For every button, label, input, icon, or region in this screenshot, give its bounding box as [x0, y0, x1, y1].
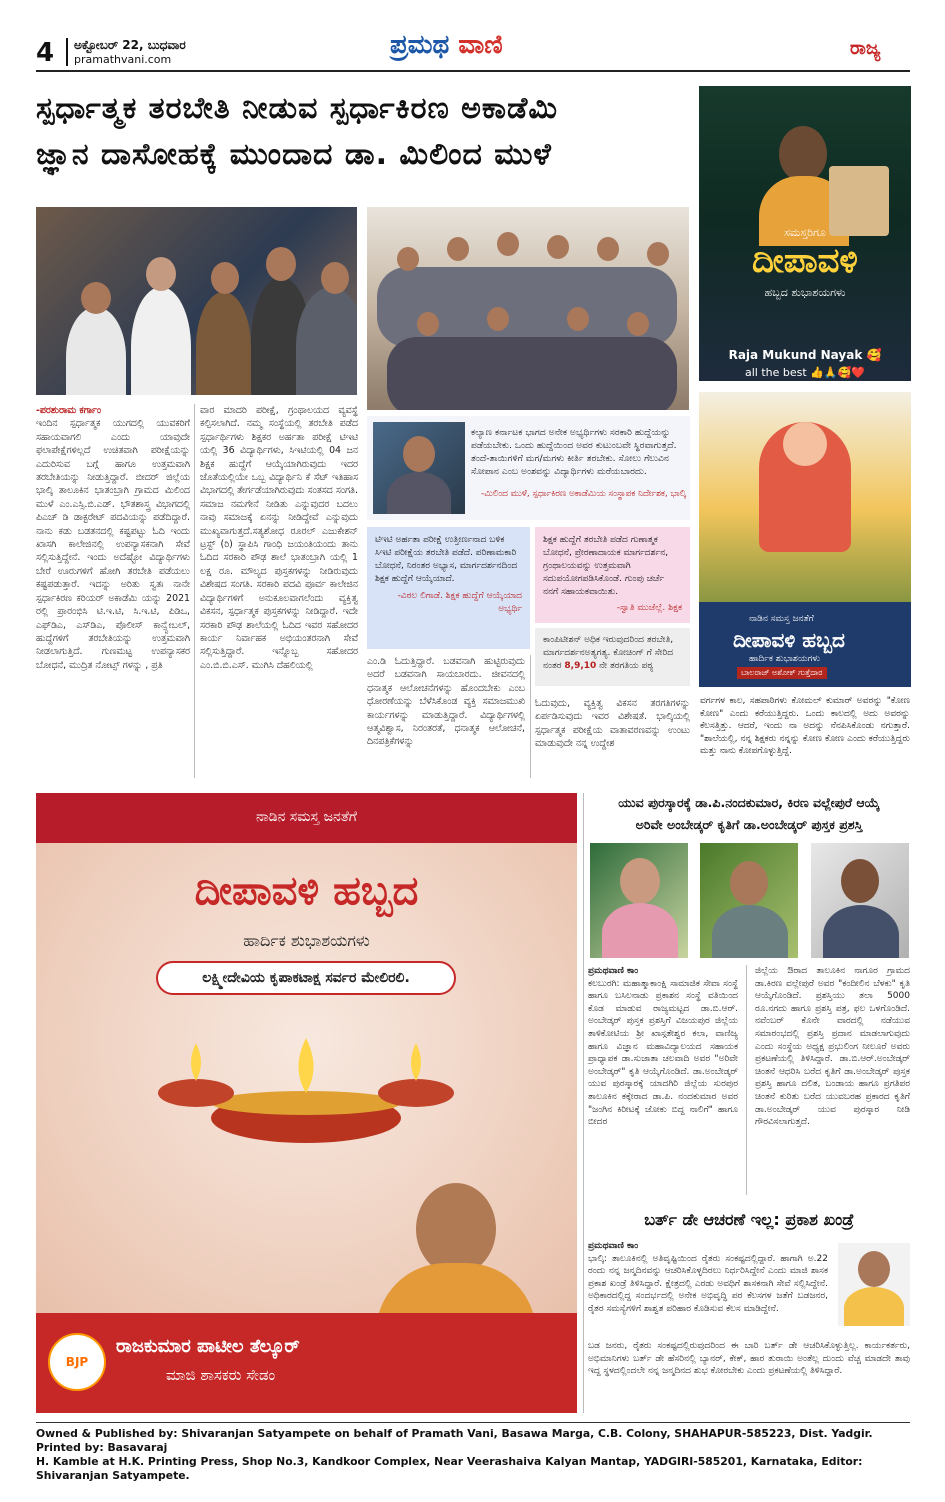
footer-rule	[36, 1422, 910, 1423]
testimonial-3-highlight: 8,9,10	[564, 661, 597, 671]
testimonial-3-text-b: ನೇ ತರಗತಿಯ ಪಠ್ಯ	[596, 661, 654, 671]
big-ad-line1: ನಾಡಿನ ಸಮಸ್ತ ಜನತೆಗೆ	[256, 809, 357, 825]
testimonial-3-text-a: ಕಾಂಪಿಟೀಶನ್ ಅಧಿಕ ಇರುವುದರಿಂದ ತರಬೇತಿ, ಮಾರ್ಗದರ್ಶನಅತ್ಯಗತ್ಯ. ಕೋಚಿಂಗ್ ಗೆ ಸೇರಿದ ನಂತರ	[543, 635, 674, 671]
big-ad-title: ಮಾಜಿ ಶಾಸಕರು ಸೇಡಂ	[166, 1366, 276, 1384]
story3-byline: ಪ್ರಮಥವಾಣಿ ಕಾಂ	[588, 1241, 639, 1251]
quote-text: ಕಲ್ಯಾಣ ಕರ್ನಾಟಕ ಭಾಗದ ಅನೇಕ ಅಭ್ಯರ್ಥಿಗಳು ಸರಕಾರಿ ಹುದ್ದೆಯನ್ನು ಪಡೆಯಬೇಕು. ಒಂದು ಹುದ್ದೆಯಿಂದ ಅವರ ಕುಟುಂಬವೇ ಸ್ಥಿರವಾಗುತ್ತದೆ. ತಂದೆ-ತಾಯಿಗಳಿಗೆ ಮಗ/ಮಗಳು ಕೀರ್ತಿ ತರಬೇಕು. ಸೋಲು ಗೆಲುವಿನ ಸೋಪಾನ ಎಂಬ ಅಂಶವನ್ನು ವಿದ್ಯಾರ್ಥಿಗಳು ಮರೆಯಬಾರದು.	[471, 427, 677, 477]
story3-text-a: ಭಾಲ್ಕಿ: ತಾಲೂಕಿನಲ್ಲಿ ಅತಿವೃಷ್ಟಿಯಿಂದ ರೈತರು ಸಂಕಷ್ಟದಲ್ಲಿದ್ದಾರೆ. ಹಾಗಾಗಿ ಅ.22 ರಂದು ನನ್ನ ಜನ್ಮದಿನವನ್ನು ಆಚರಿಸಿಕೊಳ್ಳದಿರಲು ನಿರ್ಧರಿಸಿದ್ದೇನೆ ಎಂದು ಮಾಜಿ ಶಾಸಕ ಪ್ರಕಾಶ ಖಂಡ್ರೆ ತಿಳಿಸಿದ್ದಾರೆ. ಕ್ಷೇತ್ರದಲ್ಲಿ ಎರಡು ಅವಧಿಗೆ ಶಾಸಕನಾಗಿ ಸೇವೆ ಸಲ್ಲಿಸಿದ್ದೇನೆ. ಅಧಿಕಾರದಲ್ಲಿದ್ದ ಸಂದರ್ಭದಲ್ಲಿ ಅನೇಕ ಅಭಿವೃದ್ಧಿ ಪರ ಕೆಲಸಗಳ ಜತೆಗೆ ಬಡಜನರ, ರೈತರ ಸಮಸ್ಯೆಗಳಿಗೆ ಶಾಶ್ವತ ಪರಿಹಾರ ಕೊಡಿಸುವ ಕೆಲಸ ಮಾಡಿದ್ದೇನೆ.	[588, 1253, 828, 1314]
big-ad-bottom-band	[36, 1313, 577, 1413]
deepavali-ad-lakshmi	[699, 392, 911, 687]
deepavali-big-ad	[36, 793, 577, 1413]
lamp-lighting-photo	[36, 207, 357, 395]
diya-lamps-icon	[156, 1023, 456, 1143]
ad-mid-line1: ನಾಡಿನ ಸಮಸ್ತ ಜನತೆಗೆ	[749, 614, 814, 624]
masthead-part-a: ಪ್ರಮಥ	[390, 30, 450, 60]
page-number: 4	[36, 38, 55, 68]
main-headline	[36, 86, 691, 178]
deepavali-ad-top	[699, 86, 911, 381]
story2-headline-line2: ಅರಿವೇ ಅಂಬೇಡ್ಕರ್ ಕೃತಿಗೆ ಡಾ.ಅಂಬೇಡ್ಕರ್ ಪುಸ್ತಕ ಪ್ರಶಸ್ತಿ	[635, 817, 863, 832]
story-column-1	[36, 404, 190, 778]
issue-date: ಅಕ್ಟೋಬರ್ 22, ಬುಧವಾರ	[74, 38, 186, 52]
testimonial-box-2	[535, 527, 690, 623]
ad-mid-line2: ದೀಪಾವಳಿ ಹಬ್ಬದ	[733, 628, 845, 652]
story-column-2: ವಾರ ಮಾದರಿ ಪರೀಕ್ಷೆ, ಗ್ರಂಥಾಲಯದ ವ್ಯವಸ್ಥೆ ಕಲ್ಪಿಸಲಾಗಿದೆ. ನಮ್ಮ ಸಂಸ್ಥೆಯಲ್ಲಿ ತರಬೇತಿ ಪಡೆದ ಸ್ಪರ್ಧಾರ್ಥಿಗಳು ಶಿಕ್ಷಕರ ಅರ್ಹತಾ ಪರೀಕ್ಷೆ ಟಿಇಟಿ ಯಲ್ಲಿ 36 ವಿದ್ಯಾರ್ಥಿಗಳು, ಸಿಇಟಿಯಲ್ಲಿ 04 ಜನ ಶಿಕ್ಷಕ ಹುದ್ದೆಗೆ ಆಯ್ಕೆಯಾಗಿರುವುದು ಇದರ ಜೊತೆಯಲ್ಲಿಯೇ ಒಬ್ಬ ವಿದ್ಯಾರ್ಥಿನಿ ಕೆ ಸೆಟ್ ಇತಿಹಾಸ ವಿಭಾಗದಲ್ಲಿ ತೇರ್ಗಡೆಯಾಗಿರುವುದು ಸಂತಸದ ಸಂಗತಿ. ಸಮಾಜ ನಮಗೇನೆ ನೀಡಿತು ಎನ್ನುವುದರ ಬದಲು ನಾವು ಸಮಾಜಕ್ಕೆ ಏನನ್ನು ನೀಡಿದ್ದೇವೆ ಎನ್ನುವುದು ಮುಖ್ಯವಾಗುತ್ತದೆ.ಸತ್ಯಶೋಧ ರೂರಲ್ ಎಜುಕೇಶನ್ ಟ್ರಸ್ಟ್ (ರಿ) ಸ್ಥಾಪಿಸಿ ಗಾಂಧಿ ಜಯಂತಿಯಂದು ತಾನು ಓದಿದ ಸರಕಾರಿ ಪೌಢ ಶಾಲೆ ಭಾತಂಬ್ರಾಗಿ ಯಲ್ಲಿ 1 ಲಕ್ಷ ರೂ. ಮೌಲ್ಯದ ಪುಸ್ತಕಗಳನ್ನು ನೀಡಿರುವುದು ವಿಶೇಷದ ಸಂಗತಿ. ಸರಕಾರಿ ಪದವಿ ಪೂರ್ವ ಕಾಲೇಜಿನ ವಿದ್ಯಾರ್ಥಿಗಳಿಗೆ ಅನುಕೂಲವಾಗಲೆಂದು ವ್ಯಕ್ತಿತ್ವ ವಿಕಸನ, ಸ್ಪರ್ಧಾತ್ಮಕ ಪುಸ್ತಕಗಳನ್ನು ನೀಡಿದ್ದಾರೆ. ಇದೇ ಸರಕಾರಿ ಪೌಢ ಶಾಲೆಯಲ್ಲಿ ಓದಿದ ಇವರ ಸಹೋದರ ಕಾರ್ಯ ನಿರ್ವಾಹಕ ಅಭಿಯಂತರನಾಗಿ ಸೇವೆ ಸಲ್ಲಿಸುತ್ತಿದ್ದಾರೆ. ಇನ್ನೊಬ್ಬ ಸಹೋದರ ಎಂ.ಬಿ.ಬಿ.ಎಸ್. ಮುಗಿಸಿ ದೆಹಲಿಯಲ್ಲಿ	[200, 405, 358, 671]
imprint-line2: H. Kamble at H.K. Printing Press, Shop No.3, Kandkoor Complex, Near Veerashaiva Kalyan Mantap, YADGIRI-585201, Karnataka, Editor: Shivaranjan Satyampete.	[36, 1455, 863, 1482]
story3-column-a	[588, 1240, 828, 1335]
story3-column-b: ಬಡ ಜನರು, ರೈತರು ಸಂಕಷ್ಟದಲ್ಲಿರುವುದರಿಂದ ಈ ಬಾರಿ ಬರ್ತ್ ಡೇ ಆಚರಿಸಿಕೊಳ್ಳುತ್ತಿಲ್ಲ. ಕಾರ್ಯಕರ್ತರು, ಅಭಿಮಾನಿಗಳು ಬರ್ತ್ ಡೇ ಹೆಸರಿನಲ್ಲಿ ಬ್ಯಾನರ್, ಕೇಕ್, ಹಾರ ತುರಾಯಿ ಅಂತೆಲ್ಲ ದುಂದು ವೆಚ್ಚ ಮಾಡದೇ ತಾವು ಇದ್ದ ಸ್ಥಳದಲ್ಲಿಂದಲೇ ನನ್ನ ಜನ್ಮದಿನದ ಶುಭ ಕೋರಬೇಕು ಎಂದು ಪ್ರಕಟಣೆಯಲ್ಲಿ ತಿಳಿಸಿದ್ದಾರೆ.	[588, 1341, 910, 1377]
award-photo-2	[700, 843, 798, 958]
testimonial-1-text: ಟಿಇಟಿ ಅರ್ಹತಾ ಪರೀಕ್ಷೆ ಉತ್ತೀರ್ಣನಾದ ಬಳಿಕ ಸಿಇಟಿ ಪರೀಕ್ಷೆಯ ತರಬೇತಿ ಪಡೆದೆ. ಪರಿಣಾಮಕಾರಿ ಬೋಧನೆ, ನಿರಂತರ ಅಭ್ಯಾಸ, ಮಾರ್ಗದರ್ಶನದಿಂದ ಶಿಕ್ಷಕ ಹುದ್ದೆಗೆ ಆಯ್ಕೆಯಾದೆ.	[375, 535, 518, 584]
bjp-logo-text: BJP	[65, 1355, 89, 1369]
award-photo-3	[811, 843, 909, 958]
big-ad-line2: ದೀಪಾವಳಿ ಹಬ್ಬದ	[194, 868, 419, 914]
side-column-text: ವರ್ಗಗಳ ಕಾಲ, ಸಹಪಾಠಿಗಳು ಕೋಮಲ್ ಕುಮಾರ್ ಅವರನ್ನು "ಕೋಣ ಕೋಣ" ಎಂದು ಕರೆಯುತ್ತಿದ್ದರು. ಒಂದು ಕಾಲದಲ್ಲಿ ಅದು ಅವರನ್ನು ಕೆಲಸತ್ತಿತ್ತು. ಆದರೆ, ಇಂದು ನಾ ಅದನ್ನು ನೆನಪಿಸಿಕೊಂಡು ನಗುತ್ತಾರೆ. "ಶಾಲೆಯಲ್ಲಿ, ನನ್ನ ಶಿಕ್ಷಕರು ನನ್ನನ್ನು ಕೋಣ ಕೋಣ ಎಂದು ಕರೆಯುತ್ತಿದ್ದರು ಮತ್ತು ನಾನು ಕೋಪಗೊಳ್ಳುತ್ತಿದ್ದೆ.	[700, 696, 910, 757]
story-byline: -ಪರಶುರಾಮ ಕರ್ಗಾಂ	[36, 405, 102, 416]
imprint-footer	[36, 1427, 910, 1483]
story3-headline: ಬರ್ತ್ ಡೇ ಆಚರಣೆ ಇಲ್ಲ: ಪ್ರಕಾಶ ಖಂಡ್ರೆ	[644, 1210, 854, 1229]
ad-top-subtitle: ಹಬ್ಬದ ಶುಭಾಶಯಗಳು	[764, 286, 846, 299]
masthead-logo	[390, 30, 503, 61]
story-text-col1: ಇಂದಿನ ಸ್ಪರ್ಧಾತ್ಮಕ ಯುಗದಲ್ಲಿ ಯುವಕರಿಗೆ ಸಹಾಯವಾಗಲಿ ಎಂದು ಯಾವುದೇ ಫಲಾಪೇಕ್ಷೆಗಳಿಲ್ಲದೆ ಉಚಿತವಾಗಿ ಪರೀಕ್ಷೆಯನ್ನು ಎದುರಿಸುವ ಬಗ್ಗೆ ಹಾಗೂ ಉತ್ತಮವಾಗಿ ತರಬೇತಿಯನ್ನು ನೀಡುತ್ತಿದ್ದಾರೆ. ಬೀದರ್ ಜಿಲ್ಲೆಯ ಭಾಲ್ಕಿ ತಾಲೂಕಿನ ಭಾತಂಬ್ರಾಗಿ ಗ್ರಾಮದ ಮಿಲಿಂದ ಮುಳೆ ಎಂ.ಎಸ್ಸಿ.ಬಿ.ಎಡ್. ಭೌತಶಾಸ್ತ್ರ ವಿಭಾಗದಲ್ಲಿ ಪಿಎಚ್‌ ಡಿ ಡಾಕ್ಟರೇಟ್ ಪದವಿಯನ್ನು ಪಡೆದಿದ್ದಾರೆ. ನಾನು ಕಡು ಬಡತನದಲ್ಲಿ ಕಷ್ಟಪಟ್ಟು ಓದಿ ಇಂದು ಖಾಸಗಿ ಕಾಲೇಜಿನಲ್ಲಿ ಉಪನ್ಯಾಸಕನಾಗಿ ಸೇವೆ ಸಲ್ಲಿಸುತ್ತಿದ್ದೇನೆ. ಇಂದು ಅದೆಷ್ಟೋ ವಿದ್ಯಾರ್ಥಿಗಳು ಬೇರೆ ಊರುಗಳಿಗೆ ಹೋಗಿ ತರಬೇತಿ ಪಡೆಯಲು ಕಷ್ಟಪಡುತ್ತಾರೆ. ಇದನ್ನು ಅರಿತು ಸ್ವತಃ ನಾನೇ ಸ್ಪರ್ಧಾಕಿರಣ ಕರಿಯರ್ ಅಕಾಡೆಮಿ ಯನ್ನು 2021 ರಲ್ಲಿ ಪ್ರಾರಂಭಿಸಿ ಟಿ.ಇ.ಟಿ, ಸಿ.ಇ.ಟಿ, ಪಿಡಿಒ, ಎಫ್‌ಡಿಎ, ಎಸ್‌ಡಿಎ, ಪೊಲೀಸ್ ಕಾನ್ಸ್ಟೇಬಲ್, ಹುದ್ದೆಗಳಿಗೆ ತರಬೇತಿಯನ್ನು ಉತ್ತಮವಾಗಿ ನೀಡಲಾಗುತ್ತಿದೆ. ಗುಣಮಟ್ಟ ಉಪನ್ಯಾಸಕರ ಬೋಧನೆ, ಮುದ್ರಿತ ನೋಟ್ಸ್ ಗಳನ್ನು , ಪ್ರತಿ	[36, 418, 190, 671]
ad-mid-name: ಬಾಲರಾಜ್ ಅಶೋಕ್ ಗುತ್ತೆದಾರ	[737, 667, 827, 679]
ad-top-greeting: ಸಮಸ್ತರಿಗೂ	[784, 226, 826, 239]
ad-top-name: Raja Mukund Nayak 🥰	[728, 348, 882, 362]
award-photo-1	[590, 843, 688, 958]
big-ad-pill: ಲಕ್ಷ್ಮೀದೇವಿಯ ಕೃಪಾಕಟಾಕ್ಷ ಸರ್ವರ ಮೇಲಿರಲಿ.	[156, 961, 456, 995]
ad-mid-line3: ಹಾರ್ದಿಕ ಶುಭಾಶಯಗಳು	[749, 654, 821, 664]
testimonial-1-signature: -ವಿಠಲ ಲಿಗಾಡೆ. ಶಿಕ್ಷಕ ಹುದ್ದೆಗೆ ಆಯ್ಕೆಯಾದ ಅಭ್ಯರ್ಥಿ	[397, 591, 522, 614]
column-divider	[746, 965, 747, 1195]
quote-box	[367, 416, 690, 520]
testimonial-2-text: ಶಿಕ್ಷಕ ಹುದ್ದೆಗೆ ತರಬೇತಿ ಪಡೆದ ಗುಣಾತ್ಮಕ ಬೋಧನೆ, ಪ್ರೇರಣಾದಾಯಕ ಮಾರ್ಗದರ್ಶನ, ಗ್ರಂಥಾಲಯವನ್ನು ಉತ್ತಮವಾಗಿ ಸದುಪಯೋಗಪಡಿಸಿಕೊಂಡೆ. ಗುಂಪು ಚರ್ಚೆ ನನಗೆ ಸಹಾಯಕವಾಯಿತು.	[543, 535, 669, 597]
story-column-3: ಎಂ.ಡಿ ಓದುತ್ತಿದ್ದಾರೆ. ಬಡವನಾಗಿ ಹುಟ್ಟಿರುವುದು ಅದರೆ ಬಡವನಾಗಿ ಸಾಯಬಾರದು. ಜೀವನದಲ್ಲಿ ಧನಾತ್ಮಕ ಆಲೋಚನೆಗಳನ್ನು ಹೊಂದಬೇಕು ಎಂಬ ಧೋರಣೆಯನ್ನು ಬೆಳೆಸಿಕೊಂಡ ವ್ಯಕ್ತಿ ಸಮಾಜಮುಖಿ ಕಾರ್ಯಗಳನ್ನು ಮಾಡುತ್ತಿದ್ದಾರೆ. ವಿದ್ಯಾರ್ಥಿಗಳಲ್ಲಿ ಆತ್ಮವಿಶ್ವಾಸ, ನಿರಂತರತೆ, ಧನಾತ್ಮಕ ಆಲೋಚನೆ, ದಿನಪತ್ರಿಕೆಗಳನ್ನು	[367, 656, 525, 748]
story2-text-a: ಕಲಬುರಗಿ: ಮಹಾತ್ಮಾಕಾಂಕ್ಷಿ ಸಾಮಾಜಿಕ ಸೇವಾ ಸಂಸ್ಥೆ ಹಾಗೂ ಬಸಿಲನಾಡು ಪ್ರಕಾಶನ ಸಂಸ್ಥೆ ವತಿಯಿಂದ ಕೊಡ ಮಾಡುವ ರಾಜ್ಯಮಟ್ಟದ ಡಾ.ಬಿ.ಆರ್. ಅಂಬೇಡ್ಕರ್ ಪುಸ್ತಕ ಪ್ರಶಸ್ತಿಗೆ ವಿಜಯಪುರ ಜಿಲ್ಲೆಯ ತಾಳಿಕೋಟಿಯ ಶ್ರೀ ಖಾಸ್ಗತೇಶ್ವರ ಕಲಾ, ವಾಣಿಜ್ಯ ಹಾಗೂ ವಿಜ್ಞಾನ ಮಹಾವಿದ್ಯಾಲಯದ ಸಹಾಯಕ ಪ್ರಾಧ್ಯಾಪಕ ಡಾ.ಸುಜಾತಾ ಚಲವಾದಿ ಅವರ "ಅರಿವೇ ಅಂಬೇಡ್ಕರ್" ಕೃತಿ ಆಯ್ಕೆಗೊಂಡಿದೆ. ಡಾ.ಅಂಬೇಡ್ಕರ್ ಯುವ ಪುರಸ್ಕಾರಕ್ಕೆ ಯಾದಗಿರಿ ಜಿಲ್ಲೆಯ ಸುರಪುರ ತಾಲೂಕಿನ ಕಕ್ಕೇರಾದ ಡಾ.ಪಿ. ನಂದಕುಮಾರ ಅವರ "ಜಂಗಿನ ಕಿರೀಟಕ್ಕೆ ಜೋಕು ಬಿದ್ದ ನಾಲಿಗೆ" ಹಾಗೂ ಬೀದರ	[588, 978, 738, 1128]
story2-headline-line1: ಯುವ ಪುರಸ್ಕಾರಕ್ಕೆ ಡಾ.ಪಿ.ನಂದಕುಮಾರ, ಕಿರಣ ವಲ್ಲೇಪುರೆ ಆಯ್ಕೆ	[618, 795, 880, 810]
group-photo	[367, 207, 689, 410]
ad-top-title: ದೀಪಾವಳಿ	[752, 241, 858, 281]
imprint-line1: Owned & Published by: Shivaranjan Satyampete on behalf of Pramath Vani, Basawa Marga, C.B. Colony, SHAHAPUR-585223, Dist. Yadgir. Printed by: Basavaraj	[36, 1427, 873, 1454]
testimonial-box-1	[367, 527, 530, 649]
header-divider	[66, 38, 68, 66]
header-rule	[36, 70, 910, 72]
story2-headline	[588, 792, 910, 836]
testimonial-2-signature: -ಸ್ವಾತಿ ಮುಜೆಲ್ಲೆ. ಶಿಕ್ಷಕ	[616, 603, 682, 613]
big-ad-line3: ಹಾರ್ದಿಕ ಶುಭಾಶಯಗಳು	[243, 931, 370, 950]
story-column-4: ಓದುವುದು, ವ್ಯಕ್ತಿತ್ವ ವಿಕಸನ ತರಗತಿಗಳನ್ನು ಏರ್ಪಡಿಸುವುದು ಇವರ ವಿಶೇಷತೆ. ಭಾಲ್ಕಿಯಲ್ಲಿ ಸ್ಪರ್ಧಾತ್ಮಕ ಪರೀಕ್ಷೆಯ ವಾತಾವರಣವನ್ನು ಉಂಟು ಮಾಡುವುದೇ ನನ್ನ ಉದ್ದೇಶ	[535, 698, 690, 750]
story2-column-b: ಜಿಲ್ಲೆಯ ಔರಾದ ತಾಲೂಕಿನ ನಾಗೂರ ಗ್ರಾಮದ ಡಾ.ಕಿರಣ ವಲ್ಲೇಪುರೆ ಅವರ "ಕಂದೀಲಿನ ಬೆಳಕು" ಕೃತಿ ಆಯ್ಕೆಗೊಂಡಿದೆ. ಪ್ರಶಸ್ತಿಯು ತಲಾ 5000 ರೂ.ನಗದು ಹಾಗೂ ಪ್ರಶಸ್ತಿ ಪತ್ರ, ಫಲ ಒಳಗೊಂಡಿದೆ. ನವೆಂಬರ್ ಕೊನೇ ವಾರದಲ್ಲಿ ನಡೆಯುವ ಸಮಾರಂಭದಲ್ಲಿ ಪ್ರಶಸ್ತಿ ಪ್ರದಾನ ಮಾಡಲಾಗುವುದು ಎಂದು ಸಂಸ್ಥೆಯ ಅಧ್ಯಕ್ಷ ಪ್ರಭುಲಿಂಗ ನೀಲೂರೆ ಅವರು ಪ್ರಕಟಣೆಯಲ್ಲಿ ತಿಳಿಸಿದ್ದಾರೆ. ಡಾ.ಬಿ.ಆರ್.ಅಂಬೇಡ್ಕರ್ ಚಿಂತನೆ ಆಧರಿಸಿ ಬರೆದ ಕೃತಿಗೆ ಡಾ.ಅಂಬೇಡ್ಕರ್ ಪುಸ್ತಕ ಪ್ರಶಸ್ತಿ ಹಾಗೂ ದಲಿತ, ಬಂಡಾಯ ಹಾಗೂ ಪ್ರಗತಿಪರ ಚಿಂತನೆ ಕುರಿತು ಬರೆದ ಯುವಬರಹ ಪ್ರಕಾರದ ಕೃತಿಗೆ ಡಾ.ಅಂಬೇಡ್ಕರ್ ಯುವ ಪುರಸ್ಕಾರ ನೀಡಿ ಗೌರವಿಸಲಾಗುತ್ತದೆ.	[755, 966, 910, 1128]
bjp-logo	[48, 1333, 106, 1391]
masthead-part-b: ವಾಣಿ	[458, 30, 503, 60]
milind-mule-photo	[373, 422, 465, 514]
main-headline-line2: ಜ್ಞಾನ ದಾಸೋಹಕ್ಕೆ ಮುಂದಾದ ಡಾ. ಮಿಲಿಂದ ಮುಳೆ	[36, 137, 552, 172]
story2-column-a	[588, 965, 738, 1195]
testimonial-box-3	[535, 628, 690, 686]
ad-top-best: all the best 👍🙏🥰❤️	[745, 366, 865, 379]
story2-byline: ಪ್ರಮಥವಾಣಿ ಕಾಂ	[588, 966, 639, 976]
main-headline-line1: ಸ್ಪರ್ಧಾತ್ಮಕ ತರಬೇತಿ ನೀಡುವ ಸ್ಪರ್ಧಾಕಿರಣ ಅಕಾಡೆಮಿ	[36, 91, 559, 126]
prakash-khandre-photo	[838, 1243, 910, 1326]
website-link[interactable]: pramathvani.com	[74, 53, 172, 66]
column-divider	[583, 793, 584, 1413]
section-label: ರಾಜ್ಯ	[850, 38, 881, 59]
quote-signature: -ಮಿಲಿಂದ ಮುಳೆ, ಸ್ಪರ್ಧಾಕಿರಣ ಅಕಾಡೆಮಿಯ ಸಂಸ್ಥಾಪಕ ನಿರ್ದೇಶಕ, ಭಾಲ್ಕಿ	[481, 489, 686, 499]
column-divider	[530, 655, 531, 778]
big-ad-name: ರಾಜಕುಮಾರ ಪಾಟೀಲ ತೆಲ್ಕೂರ್	[116, 1336, 300, 1357]
column-divider	[194, 404, 195, 778]
